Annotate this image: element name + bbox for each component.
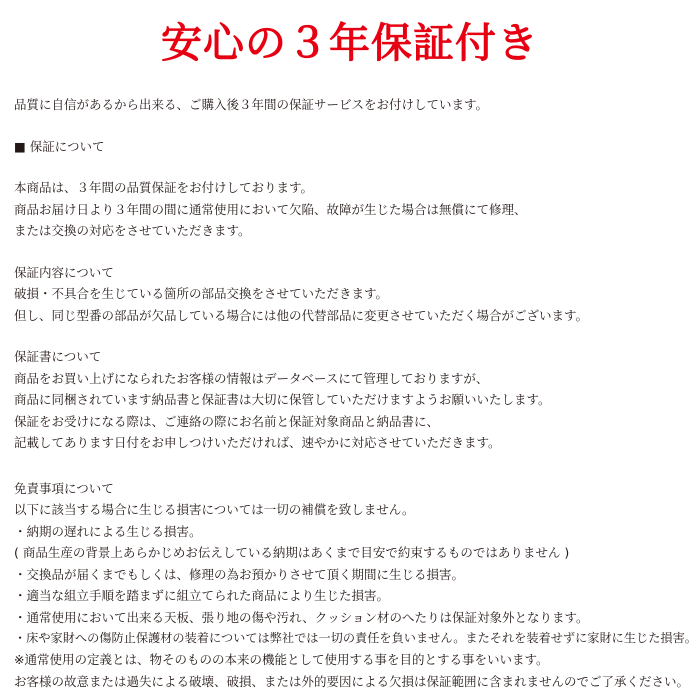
warranty-section	[14, 137, 697, 692]
certificate-line: 保証をお受けになる際は、ご連絡の際にお名前と保証対象商品と納品書に、	[14, 413, 440, 429]
certificate-block	[14, 346, 686, 454]
intro-text: 品質に自信があるから出来る、ご購入後３年間の保証サービスをお付けしています。	[14, 97, 489, 113]
section-heading-warranty: ■ 保証について	[14, 139, 105, 155]
exemption-line: 以下に該当する場合に生じる損害については一切の補償を致しません。	[14, 502, 415, 518]
certificate-line: 商品をお買い上げになられたお客様の情報はデータベースにて管理しておりますが、	[14, 370, 489, 386]
overview-line: または交換の対応をさせていただきます。	[14, 223, 251, 239]
certificate-line: 商品に同梱されています納品書と保証書は大切に保管していただけますようお願いいたします。	[14, 392, 551, 408]
coverage-line: 破損・不具合を生じている箇所の部品交換をさせていただきます。	[14, 286, 389, 302]
exemption-line: ※通常使用の定義とは、物そのものの本来の機能として使用する事を目的とする事をいいます。	[14, 652, 549, 668]
exemption-line: ・床や家財への傷防止保護材の装着については弊社では一切の責任を負いません。またそれを装着せずに家財に生じた損害。	[14, 631, 697, 646]
exemption-line: ・交換品が届くまでもしくは、修理の為お預かりさせて頂く期間に生じる損害。	[14, 566, 465, 582]
coverage-block	[14, 262, 686, 327]
certificate-title: 保証書について	[14, 349, 102, 365]
exemption-line: ・通常使用において出来る天板、張り地の傷や汚れ、クッション材のへたりは保証対象外となります。	[14, 609, 589, 625]
certificate-line: 記載してあります日付をお申しつけいただければ、速やかに対応させていただきます。	[14, 435, 501, 451]
overview-line: 本商品は、３年間の品質保証をお付けしております。	[14, 180, 314, 196]
exemption-line: お客様の故意または過失による破壊、破損、または外的要因による欠損は保証範囲に含まれませんのでご了承ください。	[14, 673, 690, 689]
exemption-title: 免責事項について	[14, 480, 114, 496]
exemption-block	[14, 478, 697, 692]
page-title: 安心の３年保証付き	[161, 19, 539, 67]
overview-line: 商品お届け日より３年間の間に通常使用において欠陥、故障が生じた場合は無償にて修理、	[14, 201, 527, 217]
exemption-line: ・適当な組立手順を踏まずに組立てられた商品により生じた損害。	[14, 588, 390, 604]
coverage-title: 保証内容について	[14, 264, 114, 280]
coverage-line: 但し、同じ型番の部品が欠品している場合には他の代替部品に変更させていただく場合がございます。	[14, 307, 589, 323]
exemption-line: ( 商品生産の背景上あらかじめお伝えしている納期はあくまで目安で約束するものではありません )	[14, 545, 570, 561]
exemption-line: ・納期の遅れによる生じる損害。	[14, 523, 202, 539]
warranty-overview-block	[14, 177, 686, 242]
